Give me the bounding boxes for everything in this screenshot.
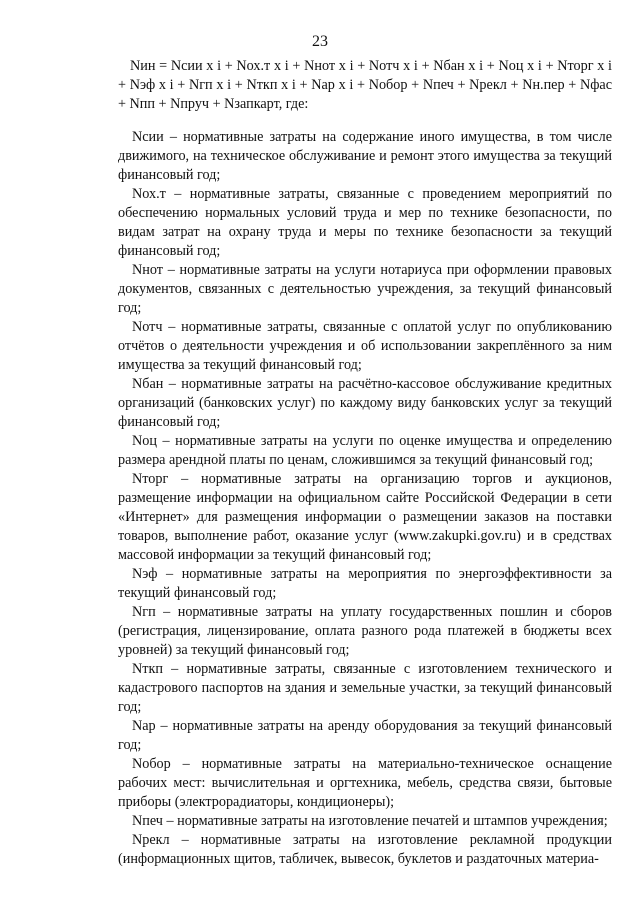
definition-item bbox=[118, 261, 612, 318]
definition-text: – нормативные затраты на аренду оборудования за текущий финансовый год; bbox=[118, 718, 612, 753]
definition-symbol: Nткп bbox=[132, 661, 163, 677]
definition-text: – нормативные затраты на изготовление рекламной продукции (информационных щитов, табличек, вывесок, буклетов и раздаточных материа- bbox=[118, 832, 612, 867]
definition-item bbox=[118, 470, 612, 565]
definition-text: – нормативные затраты, связанные с изготовлением технического и кадастрового паспортов на здания и земельные участки, за текущий финансовый год; bbox=[118, 661, 612, 715]
definition-symbol: Nар bbox=[132, 718, 156, 734]
definition-symbol: Nэф bbox=[132, 566, 158, 582]
definition-text: – нормативные затраты на уплату государственных пошлин и сборов (регистрация, лицензирование, оплата разного рода платежей в бюджеты всех уровней) за текущий финансовый год; bbox=[118, 604, 612, 658]
definition-text: – нормативные затраты на изготовление печатей и штампов учреждения; bbox=[162, 813, 608, 829]
definition-symbol: Nоц bbox=[132, 433, 157, 449]
definition-text: – нормативные затраты на расчётно-кассовое обслуживание кредитных организаций (банковских услуг) по каждому виду банковских услуг за текущий финансовый год; bbox=[118, 376, 612, 430]
definition-symbol: Nнот bbox=[132, 262, 163, 278]
definition-item bbox=[118, 565, 612, 603]
definition-symbol: Nсии bbox=[132, 129, 164, 145]
definition-text: – нормативные затраты на услуги нотариуса при оформлении правовых документов, связанных с деятельностью учреждения, за текущий финансовый год; bbox=[118, 262, 612, 316]
definition-item bbox=[118, 318, 612, 375]
definition-item bbox=[118, 375, 612, 432]
definition-item bbox=[118, 185, 612, 261]
definition-item bbox=[118, 831, 612, 869]
definition-item bbox=[118, 660, 612, 717]
definition-text: – нормативные затраты на услуги по оценке имущества и определению размера арендной платы по ценам, сложившимся за текущий финансовый год; bbox=[118, 433, 612, 468]
definition-text: – нормативные затраты на материально-техническое оснащение рабочих мест: вычислительная и оргтехника, мебель, средства связи, бытовые приборы (электрорадиаторы, кондиционеры); bbox=[118, 756, 612, 810]
definition-symbol: Nобор bbox=[132, 756, 171, 772]
definition-item bbox=[118, 755, 612, 812]
formula-text: Nин = Nсии х i + Nох.т х i + Nнот х i + Nотч х i + Nбан х i + Nоц х i + Nторг х i + Nэф х i + Nгп х i + Nткп х i + Nар х i + Nобор + Nпеч + Nрекл + Nн.пер + Nфас + Nпп + Nпруч + Nзапкарт, где: bbox=[118, 58, 612, 112]
definition-item bbox=[118, 717, 612, 755]
definition-item bbox=[118, 432, 612, 470]
definition-item bbox=[118, 603, 612, 660]
definitions-list bbox=[118, 128, 612, 869]
definition-symbol: Nрекл bbox=[132, 832, 170, 848]
definition-text: – нормативные затраты, связанные с проведением мероприятий по обеспечению нормальных условий труда и мер по технике безопасности, по видам затрат на охрану труда и меры по технике безопасности за текущий финансовый год; bbox=[118, 186, 612, 259]
definition-symbol: Nотч bbox=[132, 319, 163, 335]
definition-symbol: Nбан bbox=[132, 376, 164, 392]
definition-symbol: Nгп bbox=[132, 604, 156, 620]
definition-text: – нормативные затраты на мероприятия по энергоэффективности за текущий финансовый год; bbox=[118, 566, 612, 601]
definition-item bbox=[118, 812, 612, 831]
definition-symbol: Nох.т bbox=[132, 186, 166, 202]
definition-symbol: Nторг bbox=[132, 471, 169, 487]
cost-formula bbox=[118, 57, 612, 114]
page-number: 23 bbox=[312, 33, 328, 50]
definition-text: – нормативные затраты на содержание иного имущества, в том числе движимого, на техническое обслуживание и ремонт этого имущества за текущий финансовый год; bbox=[118, 129, 612, 183]
definition-item bbox=[118, 128, 612, 185]
definition-text: – нормативные затраты, связанные с оплатой услуг по опубликованию отчётов о деятельности учреждения и об использовании закреплённого за ним имущества за текущий финансовый год; bbox=[118, 319, 612, 373]
definition-symbol: Nпеч bbox=[132, 813, 163, 829]
definition-text: – нормативные затраты на организацию торгов и аукционов, размещение информации на официальном сайте Российской Федерации в сети «Интернет» для размещения информации о размещении заказов на поставки товаров, выполнение работ, оказание услуг (www.zakupki.gov.ru) и в средствах массовой информации за текущий финансовый год; bbox=[118, 471, 612, 563]
